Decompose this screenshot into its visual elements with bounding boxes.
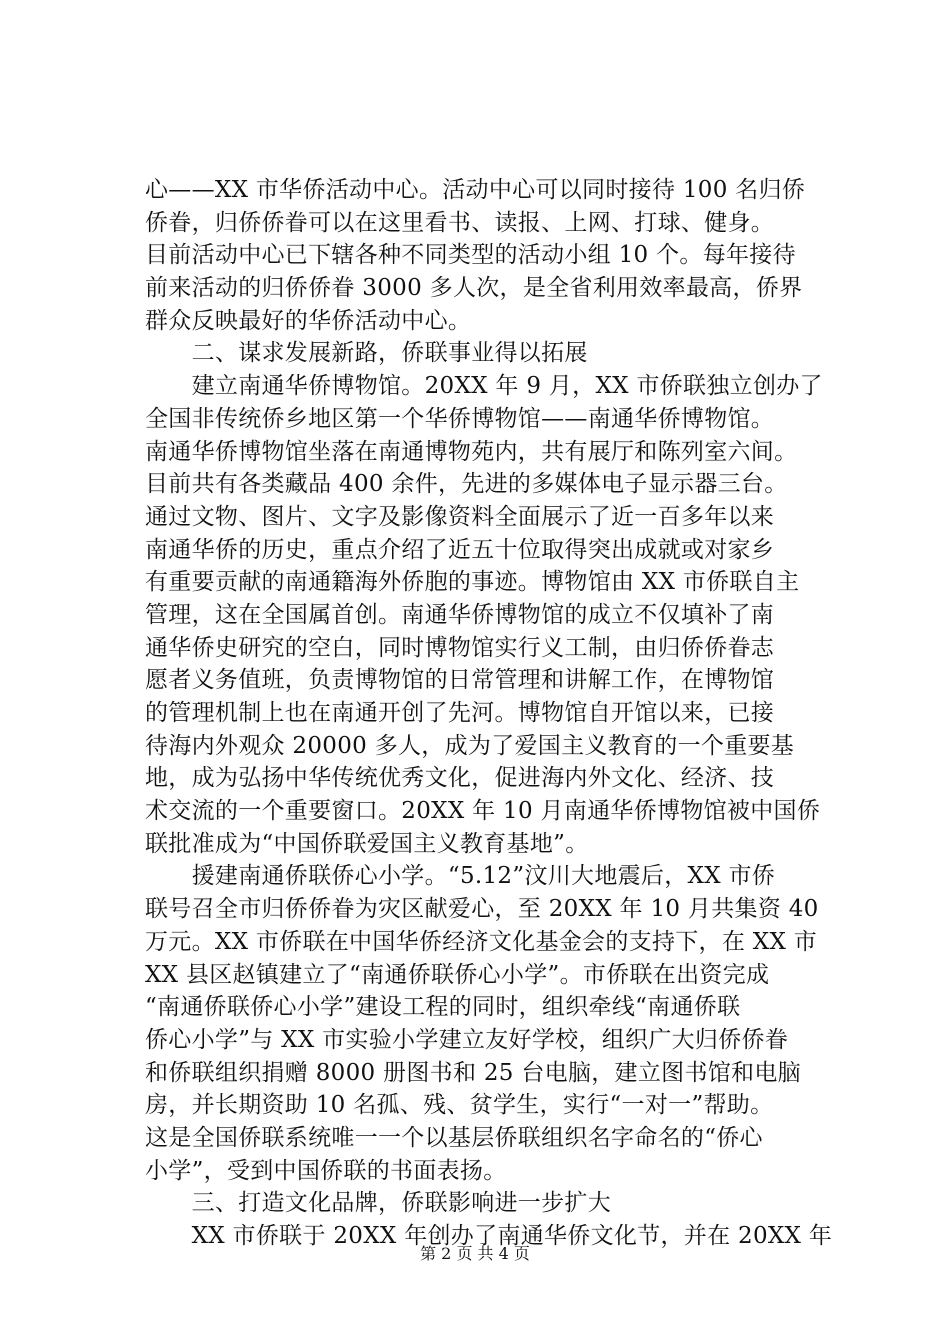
text-line: 地，成为弘扬中华传统优秀文化，促进海内外文化、经济、技 [145, 765, 775, 792]
text-line: 南通华侨的历史，重点介绍了近五十位取得突出成就或对家乡 [145, 536, 775, 563]
text-line: 二、谋求发展新路，侨联事业得以拓展 [145, 340, 588, 367]
text-line: 这是全国侨联系统唯一一个以基层侨联组织名字命名的“侨心 [145, 1124, 763, 1151]
text-line: XX 市侨联于 20XX 年创办了南通华侨文化节，并在 20XX 年 [145, 1223, 833, 1249]
text-line: 心——XX 市华侨活动中心。活动中心可以同时接待 100 名归侨 [145, 177, 806, 203]
text-line: 全国非传统侨乡地区第一个华侨博物馆——南通华侨博物馆。 [145, 405, 775, 432]
text-line: 通华侨史研究的空白，同时博物馆实行义工制，由归侨侨眷志 [145, 634, 775, 661]
text-line: 群众反映最好的华侨活动中心。 [145, 307, 472, 334]
text-line: 待海内外观众 20000 多人，成为了爱国主义教育的一个重要基 [145, 732, 795, 759]
text-line: 建立南通华侨博物馆。20XX 年 9 月，XX 市侨联独立创办了 [145, 373, 823, 400]
text-line: 侨心小学”与 XX 市实验小学建立友好学校，组织广大归侨侨眷 [145, 1026, 789, 1053]
text-line: “南通侨联侨心小学”建设工程的同时，组织牵线“南通侨联 [145, 994, 741, 1021]
text-line: 三、打造文化品牌，侨联影响进一步扩大 [145, 1190, 611, 1217]
text-line: 的管理机制上也在南通开创了先河。博物馆自开馆以来，已接 [145, 700, 775, 726]
text-line: 通过文物、图片、文字及影像资料全面展示了近一百多年以来 [145, 503, 775, 530]
text-line: 术交流的一个重要窗口。20XX 年 10 月南通华侨博物馆被中国侨 [145, 798, 821, 825]
text-line: 有重要贡献的南通籍海外侨胞的事迹。博物馆由 XX 市侨联自主 [145, 569, 800, 596]
text-line: 房，并长期资助 10 名孤、残、贫学生，实行“一对一”帮助。 [145, 1092, 774, 1119]
text-line: 管理，这在全国属首创。南通华侨博物馆的成立不仅填补了南 [145, 601, 775, 628]
text-line: 愿者义务值班，负责博物馆的日常管理和讲解工作，在博物馆 [145, 667, 775, 694]
text-line: 联批准成为“中国侨联爱国主义教育基地”。 [145, 830, 589, 857]
text-line: 侨眷，归侨侨眷可以在这里看书、读报、上网、打球、健身。 [145, 209, 775, 236]
text-line: 目前共有各类藏品 400 余件，先进的多媒体电子显示器三台。 [145, 471, 788, 498]
text-line: 小学”，受到中国侨联的书面表扬。 [145, 1157, 507, 1184]
text-line: 万元。XX 市侨联在中国华侨经济文化基金会的支持下，在 XX 市 [145, 928, 818, 955]
text-line: 南通华侨博物馆坐落在南通博物苑内，共有展厅和陈列室六间。 [145, 438, 798, 465]
text-line: 前来活动的归侨侨眷 3000 多人次，是全省利用效率最高，侨界 [145, 275, 803, 302]
text-line: 和侨联组织捐赠 8000 册图书和 25 台电脑，建立图书馆和电脑 [145, 1059, 801, 1086]
text-line: 目前活动中心已下辖各种不同类型的活动小组 10 个。每年接待 [145, 242, 796, 269]
text-line: XX 县区赵镇建立了“南通侨联侨心小学”。市侨联在出资完成 [145, 961, 770, 988]
text-line: 联号召全市归侨侨眷为灾区献爱心，至 20XX 年 10 月共集资 40 [145, 896, 819, 923]
page-footer: 第 2 页 共 4 页 [420, 1244, 530, 1263]
text-line: 援建南通侨联侨心小学。“5.12”汶川大地震后，XX 市侨 [145, 863, 776, 890]
document-body [145, 174, 835, 1253]
